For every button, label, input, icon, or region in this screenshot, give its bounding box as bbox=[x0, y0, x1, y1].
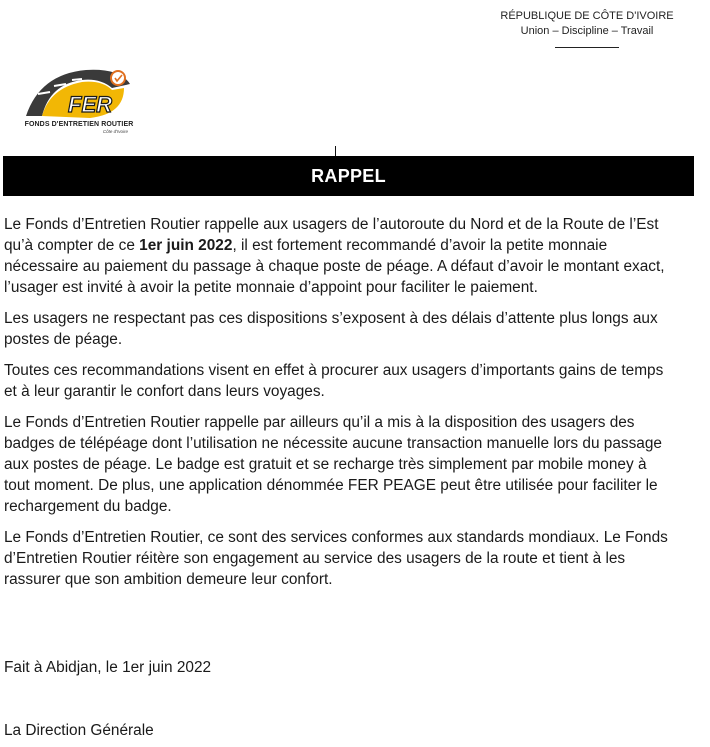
header-republic bbox=[490, 9, 684, 48]
p1-text-after: , il est fortement recommandé d’avoir la petite monnaie nécessaire au paiement du passage à chaque poste de péage. A défaut d’avoir le montant exact, l’usager est invité à avoir la petite monnaie d’appoint pour faciliter le paiement. bbox=[4, 237, 665, 296]
logo-subcaption: Côte d'Ivoire bbox=[102, 129, 128, 134]
banner bbox=[3, 156, 694, 196]
paragraph-5: Le Fonds d’Entretien Routier, ce sont des services conformes aux standards mondiaux. Le Fonds d’Entretien Routier réitère son engagement au service des usagers de la route et tient à les rassurer que son ambition demeure leur confort. bbox=[4, 529, 668, 588]
signature: La Direction Générale bbox=[4, 722, 154, 739]
logo-caption: FONDS D'ENTRETIEN ROUTIER bbox=[24, 121, 134, 128]
paragraph-4: Le Fonds d’Entretien Routier rappelle par ailleurs qu’il a mis à la disposition des usagers des badges de télépéage dont l’utilisation ne nécessite aucune transaction manuelle lors du passage aux postes de péage. Le badge est gratuit et se recharge très simplement par mobile money à tout moment. De plus, une application dénommée FER PEAGE peut être utilisée pour faciliter le rechargement du badge. bbox=[4, 414, 662, 515]
road-logo-icon bbox=[20, 64, 138, 124]
republic-motto: Union – Discipline – Travail bbox=[520, 25, 654, 37]
fer-logo bbox=[20, 64, 138, 138]
paragraph-1 bbox=[4, 214, 670, 298]
p1-date-bold: 1er juin 2022 bbox=[139, 237, 233, 254]
banner-title: RAPPEL bbox=[311, 165, 386, 186]
logo-letters: FER bbox=[68, 92, 112, 117]
p1-text-before: Le Fonds d’Entretien Routier rappelle aux usagers de l’autoroute du Nord et de la Route de l’Est qu’à compter de ce bbox=[4, 216, 659, 254]
notice-body bbox=[4, 214, 670, 600]
paragraph-2: Les usagers ne respectant pas ces dispositions s’exposent à des délais d’attente plus longs aux postes de péage. bbox=[4, 310, 658, 348]
paragraph-3: Toutes ces recommandations visent en effet à procurer aux usagers d’importants gains de temps et à leur garantir le confort dans leurs voyages. bbox=[4, 362, 664, 400]
republic-name: RÉPUBLIQUE DE CÔTE D'IVOIRE bbox=[500, 10, 674, 22]
header-divider bbox=[555, 41, 619, 48]
closing-place-date: Fait à Abidjan, le 1er juin 2022 bbox=[4, 659, 212, 676]
